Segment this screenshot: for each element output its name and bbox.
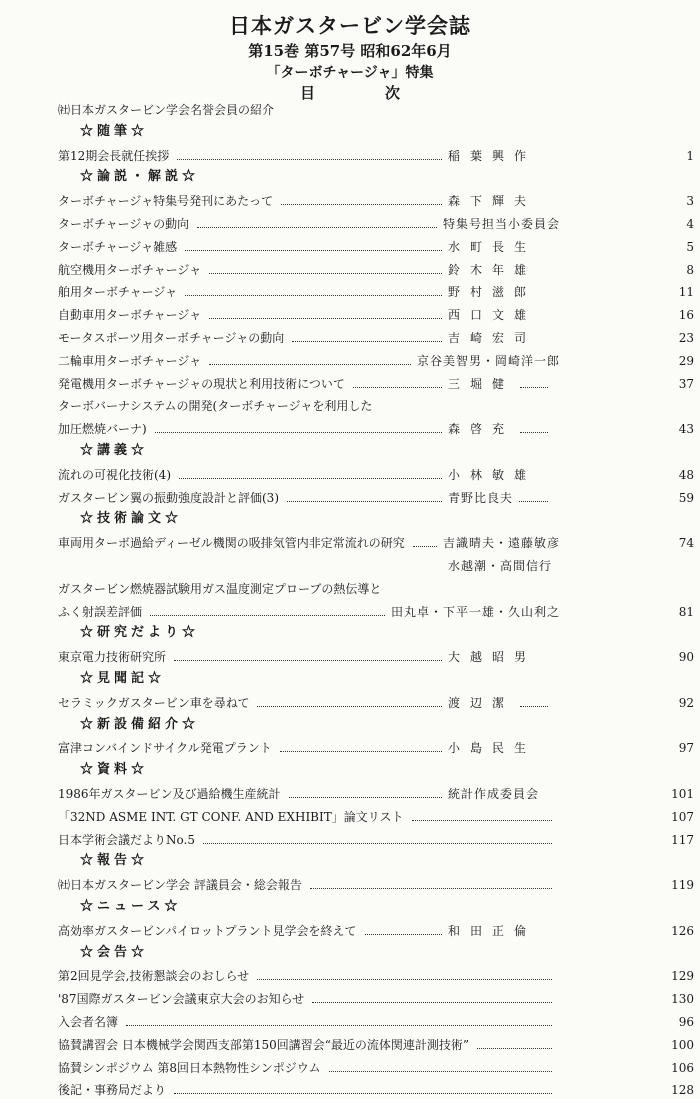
- entry-title: ターボバーナシステムの開発(ターボチャージャを利用した: [58, 399, 373, 414]
- entry-title: 富津コンバインドサイクル発電プラント: [58, 741, 272, 756]
- entry-author: 三堀健: [448, 376, 515, 391]
- toc-entry: [58, 283, 694, 301]
- entry-title: '87国際ガスタービン会議東京大会のお知らせ: [58, 992, 305, 1007]
- entry-title: 車両用ターボ過給ディーゼル機関の吸排気管内非定常流れの研究: [58, 536, 405, 551]
- entry-title: ガスタービン翼の振動強度設計と評価(3): [58, 490, 279, 505]
- page-number: 23: [678, 331, 694, 345]
- entry-title: 後記・事務局だより: [58, 1083, 167, 1098]
- toc-entry: [58, 694, 694, 712]
- toc-entry-continued: [58, 603, 694, 621]
- section-heading: ☆会告☆: [80, 944, 149, 960]
- entry-author: 統計作成委員会: [448, 787, 540, 801]
- entry-author: 野村滋郎: [448, 285, 537, 300]
- entry-title: 「32ND ASME INT. GT CONF. AND EXHIBIT」論文リスト: [58, 809, 404, 824]
- page-number: 97: [678, 741, 694, 756]
- entry-author: 青野比良夫: [448, 490, 514, 505]
- entry-title: 第12期会長就任挨拶: [58, 148, 170, 163]
- toc-entry: [58, 352, 694, 370]
- page-number: 5: [686, 239, 694, 254]
- page-number: 92: [678, 695, 694, 710]
- entry-title: ガスタービン燃焼器試験用ガス温度測定プローブの熱伝導と: [58, 581, 382, 596]
- entry-author: 和田正倫: [448, 923, 537, 938]
- journal-title: 日本ガスタービン学会誌: [229, 13, 471, 38]
- page-number: 128: [671, 1083, 694, 1098]
- entry-author: 小島民生: [448, 741, 537, 756]
- entry-title: 入会者名簿: [58, 1015, 119, 1029]
- toc-entry: [58, 375, 694, 393]
- toc-entry: [58, 101, 658, 119]
- entry-title: 高効率ガスタービンパイロットプラント見学会を終えて: [58, 923, 357, 938]
- page-number: 74: [678, 536, 694, 551]
- section-heading: ☆技術論文☆: [80, 511, 183, 527]
- entry-author: 稲葉興作: [448, 148, 537, 163]
- toc-entry: [58, 1081, 694, 1099]
- page-number: 16: [678, 308, 694, 323]
- page-number: 1: [686, 148, 694, 163]
- entry-title-continued: ふく射誤差評価: [58, 604, 143, 619]
- section-heading: ☆ニュース☆: [80, 899, 182, 914]
- entry-author: 吉識晴夫・遠藤敏彦: [442, 536, 560, 551]
- page-number: 8: [686, 262, 694, 277]
- entry-author: 田丸卓・下平一雄・久山利之: [390, 604, 560, 619]
- toc-entry: [58, 1013, 694, 1031]
- toc-entry: [58, 831, 694, 849]
- toc-entry: [58, 808, 694, 826]
- toc-entry: [58, 876, 694, 894]
- section-heading: ☆資料☆: [80, 762, 149, 778]
- page-number: 106: [671, 1060, 694, 1075]
- page-number: 3: [686, 194, 694, 209]
- entry-author: 水越潮・高間信行: [448, 559, 553, 573]
- page-number: 130: [671, 992, 694, 1007]
- entry-author: 京谷美智男・岡崎洋一郎: [416, 353, 560, 368]
- toc-entry: [58, 785, 694, 803]
- toc-entry: [58, 306, 694, 324]
- entry-author: 大越昭男: [448, 650, 537, 665]
- entry-title: ㈳日本ガスタービン学会名誉会員の紹介: [58, 103, 275, 117]
- toc-entry: [58, 261, 694, 279]
- entry-title: 第2回見学会,技術懇談会のおしらせ: [58, 969, 250, 984]
- section-heading: ☆随筆☆: [80, 123, 149, 139]
- page-number: 129: [671, 969, 694, 984]
- toc-entry-continued: [58, 420, 694, 438]
- toc-entry: [58, 990, 694, 1008]
- toc-entry: [58, 397, 658, 415]
- toc-entry: [58, 238, 694, 256]
- page-number: 37: [678, 376, 694, 391]
- page-number: 96: [678, 1015, 694, 1029]
- page-number: 107: [671, 809, 694, 824]
- section-heading: ☆新設備紹介☆: [80, 716, 200, 732]
- page-number: 101: [671, 787, 694, 801]
- entry-title: ターボチャージャの動向: [58, 217, 190, 231]
- entry-title: 流れの可視化技術(4): [58, 467, 171, 482]
- section-heading: ☆報告☆: [80, 853, 149, 869]
- toc-entry: [58, 580, 658, 598]
- toc-entry: [58, 215, 694, 233]
- page-number: 100: [671, 1037, 694, 1052]
- page-number: 59: [678, 490, 694, 505]
- entry-title: ターボチャージャ特集号発刊にあたって: [58, 194, 274, 209]
- toc-entry: [58, 489, 694, 507]
- section-heading: ☆講義☆: [80, 443, 149, 458]
- toc-entry: [58, 466, 694, 484]
- entry-title: 二輪車用ターボチャージャ: [58, 353, 202, 368]
- entry-title: モータスポーツ用ターボチャージャの動向: [58, 331, 285, 345]
- toc-entry: [58, 1036, 694, 1054]
- entry-title: ターボチャージャ雑感: [58, 239, 178, 254]
- page-number: 29: [678, 353, 694, 368]
- section-heading: ☆研究だより☆: [80, 625, 200, 641]
- toc-entry: [58, 192, 694, 210]
- toc-entry: [58, 648, 694, 666]
- entry-author: 渡辺潔: [448, 695, 515, 710]
- entry-title: 舶用ターボチャージャ: [58, 285, 178, 300]
- entry-title: セラミックガスタービン車を尋ねて: [58, 695, 250, 710]
- entry-title: ㈳日本ガスタービン学会 評議員会・総会報告: [58, 878, 302, 893]
- entry-title: 発電機用ターボチャージャの現状と利用技術について: [58, 376, 345, 391]
- entry-author: 森啓充: [448, 422, 515, 437]
- page-number: 126: [671, 923, 694, 938]
- page-number: 48: [678, 467, 694, 482]
- page-number: 11: [678, 285, 694, 300]
- toc-entry: [58, 534, 694, 552]
- entry-title: 自動車用ターボチャージャ: [58, 308, 202, 323]
- entry-title: 協賛講習会 日本機械学会関西支部第150回講習会“最近の流体関連計測技術”: [58, 1037, 469, 1052]
- toc-entry: [58, 739, 694, 757]
- entry-title: 日本学術会議だよりNo.5: [58, 832, 195, 847]
- issue-line: 第15巻 第57号 昭和62年6月: [248, 42, 452, 60]
- toc-entry: [58, 329, 694, 347]
- page-number: 81: [678, 604, 694, 619]
- entry-author: 鈴木年雄: [448, 262, 537, 277]
- toc-entry: [58, 147, 694, 165]
- entry-author: 吉崎宏司: [448, 331, 537, 345]
- entry-title: 東京電力技術研究所: [58, 650, 167, 665]
- page-number: 90: [678, 650, 694, 665]
- page-number: 117: [671, 832, 694, 847]
- entry-title: 協賛シンポジウム 第8回日本熱物性シンポジウム: [58, 1060, 321, 1075]
- toc-entry-continued: [58, 557, 658, 575]
- section-heading: ☆論説・解説☆: [80, 169, 200, 185]
- entry-title: 航空機用ターボチャージャ: [58, 262, 202, 277]
- entry-author: 水町長生: [448, 239, 537, 254]
- toc-entry: [58, 967, 694, 985]
- entry-author: 特集号担当小委員会: [442, 217, 560, 231]
- toc-title: 目次: [299, 84, 470, 102]
- toc-entry: [58, 1059, 694, 1077]
- section-heading: ☆見聞記☆: [80, 671, 166, 686]
- special-issue-title: 「ターボチャージャ」特集: [266, 65, 434, 81]
- toc-entry: [58, 922, 694, 940]
- entry-title: 1986年ガスタービン及び過給機生産統計: [58, 787, 281, 801]
- page-number: 119: [671, 878, 694, 893]
- entry-author: 小林敏雄: [448, 467, 537, 482]
- page-number: 4: [686, 217, 694, 231]
- page-number: 43: [678, 422, 694, 437]
- entry-title-continued: 加圧燃焼バーナ): [58, 422, 147, 437]
- entry-author: 西口文雄: [448, 308, 537, 323]
- entry-author: 森下輝夫: [448, 194, 537, 209]
